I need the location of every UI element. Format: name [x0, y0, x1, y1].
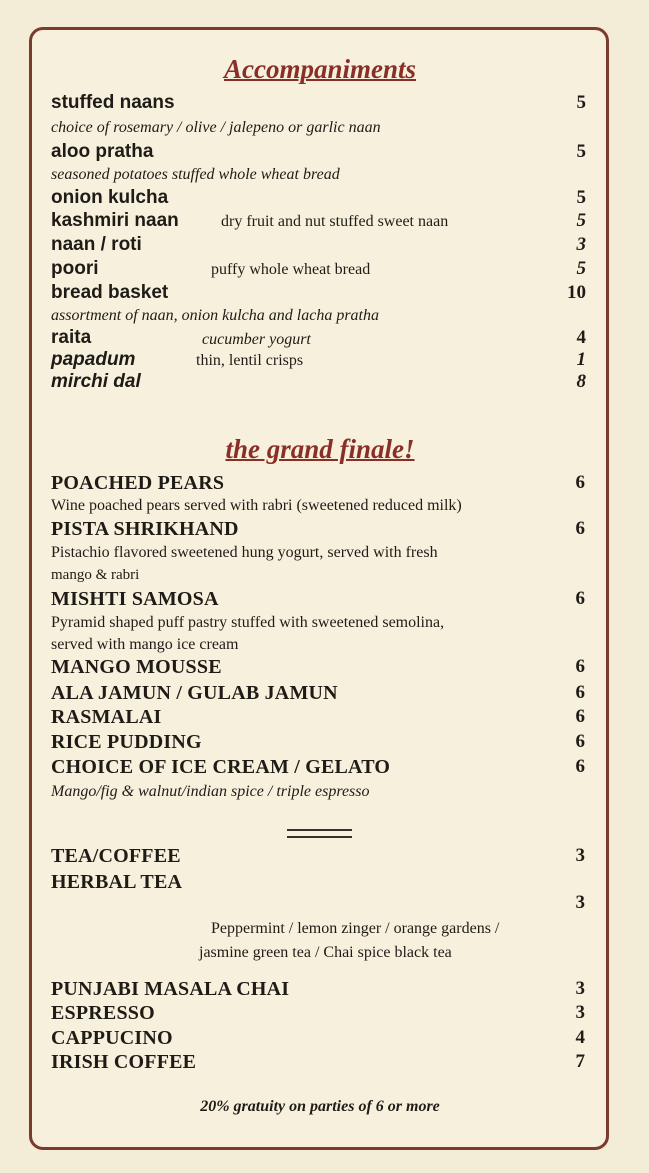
item-price: 6: [575, 588, 585, 609]
item-name: bread basket: [51, 282, 169, 303]
item-description: Pistachio flavored sweetened hung yogurt, served with fresh: [51, 544, 438, 561]
section-divider: [287, 829, 352, 838]
item-name: mirchi dal: [51, 371, 141, 392]
item-price: 6: [575, 518, 585, 539]
item-name: MISHTI SAMOSA: [51, 588, 219, 610]
item-price: 1: [576, 349, 586, 370]
item-description: mango & rabri: [51, 567, 140, 583]
item-description: thin, lentil crisps: [196, 352, 304, 369]
item-price: 10: [567, 282, 586, 303]
item-name: PISTA SHRIKHAND: [51, 518, 239, 540]
item-name: PUNJABI MASALA CHAI: [51, 978, 290, 1000]
item-name: RASMALAI: [51, 706, 162, 728]
item-name: poori: [51, 258, 99, 279]
item-name: aloo pratha: [51, 141, 154, 162]
accompaniments-heading: Accompaniments: [223, 54, 416, 84]
item-description: served with mango ice cream: [51, 636, 239, 653]
item-description: cucumber yogurt: [202, 331, 311, 348]
item-price: 6: [575, 731, 585, 752]
item-name: TEA/COFFEE: [51, 845, 181, 867]
item-name: CAPPUCINO: [51, 1027, 173, 1049]
desserts-heading: the grand finale!: [225, 434, 415, 464]
item-description: dry fruit and nut stuffed sweet naan: [221, 213, 449, 230]
item-name: IRISH COFFEE: [51, 1051, 197, 1073]
item-description: choice of rosemary / olive / jalepeno or garlic naan: [51, 119, 381, 136]
item-name: stuffed naans: [51, 92, 175, 113]
item-name: onion kulcha: [51, 187, 169, 208]
item-name: ESPRESSO: [51, 1002, 155, 1024]
item-description: jasmine green tea / Chai spice black tea: [199, 944, 452, 961]
item-name: naan / roti: [51, 234, 142, 255]
item-price: 3: [575, 978, 585, 999]
item-description: Wine poached pears served with rabri (sweetened reduced milk): [51, 497, 462, 514]
item-name: CHOICE OF ICE CREAM / GELATO: [51, 756, 391, 778]
item-description: Pyramid shaped puff pastry stuffed with sweetened semolina,: [51, 614, 445, 631]
item-name: ALA JAMUN / GULAB JAMUN: [51, 682, 338, 704]
item-price: 6: [575, 682, 585, 703]
item-name: RICE PUDDING: [51, 731, 202, 753]
item-name: raita: [51, 327, 92, 348]
item-price: 4: [575, 1027, 585, 1048]
item-price: 6: [575, 756, 585, 777]
item-description: Peppermint / lemon zinger / orange gardens /: [211, 920, 500, 937]
item-price: 3: [575, 1002, 585, 1023]
item-description: puffy whole wheat bread: [211, 261, 371, 278]
item-price: 6: [575, 472, 585, 493]
item-price: 3: [575, 845, 585, 866]
item-name: HERBAL TEA: [51, 871, 183, 893]
item-price: 5: [576, 92, 586, 113]
item-price: 7: [575, 1051, 585, 1072]
gratuity-note: 20% gratuity on parties of 6 or more: [200, 1098, 440, 1115]
item-name: MANGO MOUSSE: [51, 656, 222, 678]
item-price: 3: [575, 892, 585, 913]
item-price: 6: [575, 706, 585, 727]
item-price: 5: [576, 187, 586, 208]
item-price: 5: [576, 258, 586, 279]
item-name: papadum: [51, 349, 136, 370]
item-price: 5: [576, 141, 586, 162]
item-price: 6: [575, 656, 585, 677]
item-description: seasoned potatoes stuffed whole wheat bread: [51, 166, 340, 183]
item-description: assortment of naan, onion kulcha and lacha pratha: [51, 307, 379, 324]
item-price: 4: [576, 327, 586, 348]
item-name: kashmiri naan: [51, 210, 179, 231]
item-price: 8: [576, 371, 586, 392]
item-price: 3: [576, 234, 586, 255]
item-description: Mango/fig & walnut/indian spice / triple espresso: [51, 783, 370, 800]
item-name: POACHED PEARS: [51, 472, 225, 494]
item-price: 5: [576, 210, 586, 231]
